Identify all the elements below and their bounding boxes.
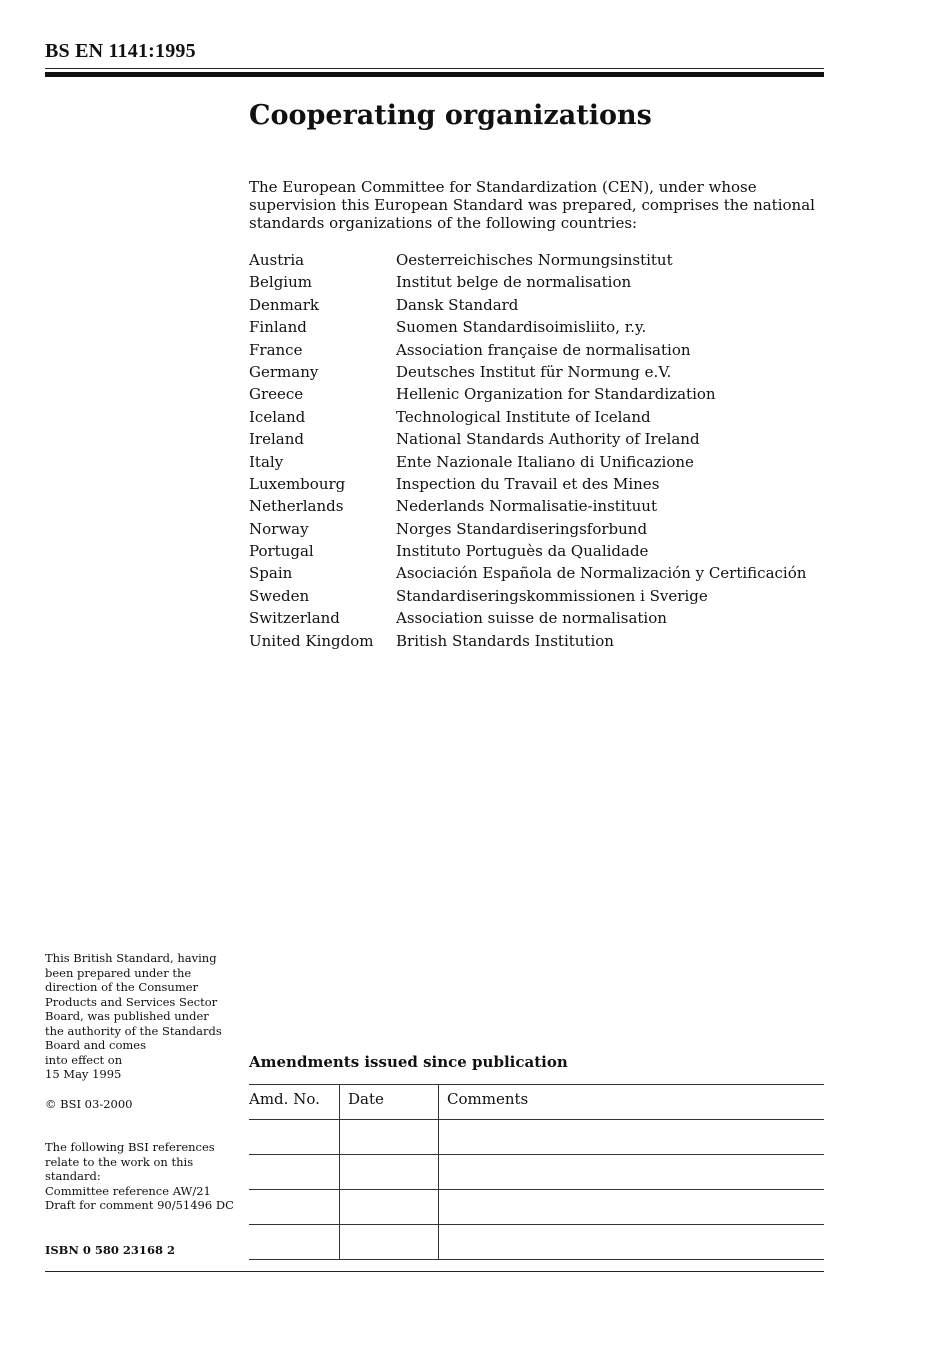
country-name: United Kingdom [249,631,374,650]
organization-row [249,294,827,316]
country-name: Austria [249,251,305,269]
organization-row [249,607,827,629]
organization-row [249,316,827,338]
amendment-cell [439,1190,825,1225]
organization-row [249,406,827,428]
standards-body-name: Standardiseringskommissionen i Sverige [396,586,708,605]
amendment-cell [249,1190,340,1225]
standards-body-name: Ente Nazionale Italiano di Unificazione [396,452,694,471]
amendment-cell [249,1120,340,1155]
country-name: Germany [249,362,319,381]
header-rule-thick [45,72,824,77]
note-line: Committee reference AW/21 [45,1183,211,1198]
standards-body-name: British Standards Institution [396,631,614,650]
country-name: Denmark [249,295,319,314]
copyright-note: © BSI 03-2000 [45,1097,133,1111]
standards-body-name: Oesterreichisches Normungsinstitut [396,251,673,269]
amendment-cell [340,1190,439,1225]
note-line: been prepared under the [45,965,192,980]
organization-row [249,249,827,271]
country-name: Portugal [249,542,314,561]
note-line: Draft for comment 90/51496 DC [45,1198,234,1212]
note-line: Board and comes [45,1038,147,1052]
country-name: Italy [249,452,284,471]
isbn-number: ISBN 0 580 23168 2 [45,1243,175,1257]
note-line: standard: [45,1169,101,1183]
country-name: Sweden [249,586,310,605]
organization-list [249,249,827,652]
country-name: Luxembourg [249,474,346,493]
standards-body-name: Institut belge de normalisation [396,273,632,292]
amendment-row [249,1190,824,1225]
note-line: relate to the work on this [45,1154,194,1169]
standards-body-name: Suomen Standardisoimisliito, r.y. [396,318,647,337]
page-title: Cooperating organizations [249,100,652,131]
note-line: Board, was published under [45,1009,209,1023]
note-line: the authority of the Standards [45,1023,222,1038]
organization-row [249,339,827,361]
amendments-header-row [249,1085,824,1120]
country-name: Spain [249,564,293,583]
country-name: Greece [249,385,304,404]
organization-row [249,383,827,405]
standards-body-name: Hellenic Organization for Standardization [396,385,716,404]
publication-note [45,951,240,1082]
organization-row [249,451,827,473]
note-line: 15 May 1995 [45,1067,122,1081]
column-header-date: Date [340,1085,439,1120]
amendment-cell [340,1155,439,1190]
organization-row [249,630,827,652]
standards-body-name: National Standards Authority of Ireland [396,430,700,449]
column-header-comments: Comments [439,1085,825,1120]
country-name: Iceland [249,407,306,426]
country-name: Netherlands [249,497,344,516]
organization-row [249,428,827,450]
amendment-cell [340,1225,439,1260]
amendment-cell [249,1155,340,1190]
organization-row [249,361,827,383]
country-name: France [249,340,303,359]
note-line: direction of the Consumer [45,980,199,994]
organization-row [249,518,827,540]
column-header-amd-no: Amd. No. [249,1085,340,1120]
standards-body-name: Inspection du Travail et des Mines [396,474,660,493]
standards-body-name: Technological Institute of Iceland [396,407,651,426]
standards-body-name: Instituto Portuguès da Qualidade [396,542,649,561]
intro-paragraph: The European Committee for Standardization (CEN), under whose supervision this European Standard was prepared, comprises the national standards organizations of the following countries: [249,178,815,232]
standards-body-name: Norges Standardiseringsforbund [396,519,648,538]
organization-row [249,585,827,607]
organization-row [249,495,827,517]
standards-body-name: Dansk Standard [396,295,519,314]
country-name: Belgium [249,273,312,292]
header-rule-thin [45,68,824,69]
note-line: into effect on [45,1052,123,1067]
amendments-table [249,1084,824,1260]
organization-row [249,271,827,293]
organization-row [249,473,827,495]
organization-row [249,540,827,562]
document-reference: BS EN 1141:1995 [45,40,196,62]
country-name: Finland [249,318,307,337]
amendment-cell [249,1225,340,1260]
amendment-cell [340,1120,439,1155]
amendment-row [249,1225,824,1260]
bsi-references-note [45,1140,240,1213]
country-name: Ireland [249,430,304,449]
country-name: Switzerland [249,609,340,628]
standards-body-name: Association suisse de normalisation [396,609,667,628]
amendment-cell [439,1120,825,1155]
organization-row [249,562,827,584]
note-line: Products and Services Sector [45,994,218,1009]
amendment-cell [439,1155,825,1190]
amendments-title: Amendments issued since publication [249,1053,568,1071]
country-name: Norway [249,519,309,538]
note-line: This British Standard, having [45,951,217,965]
note-line: The following BSI references [45,1140,215,1154]
standards-body-name: Nederlands Normalisatie-instituut [396,497,657,516]
standards-body-name: Asociación Española de Normalización y Certificación [396,564,807,583]
amendment-cell [439,1225,825,1260]
standards-body-name: Association française de normalisation [396,340,691,359]
standards-body-name: Deutsches Institut für Normung e.V. [396,362,672,381]
amendment-row [249,1120,824,1155]
footer-rule [45,1271,824,1272]
amendment-row [249,1155,824,1190]
